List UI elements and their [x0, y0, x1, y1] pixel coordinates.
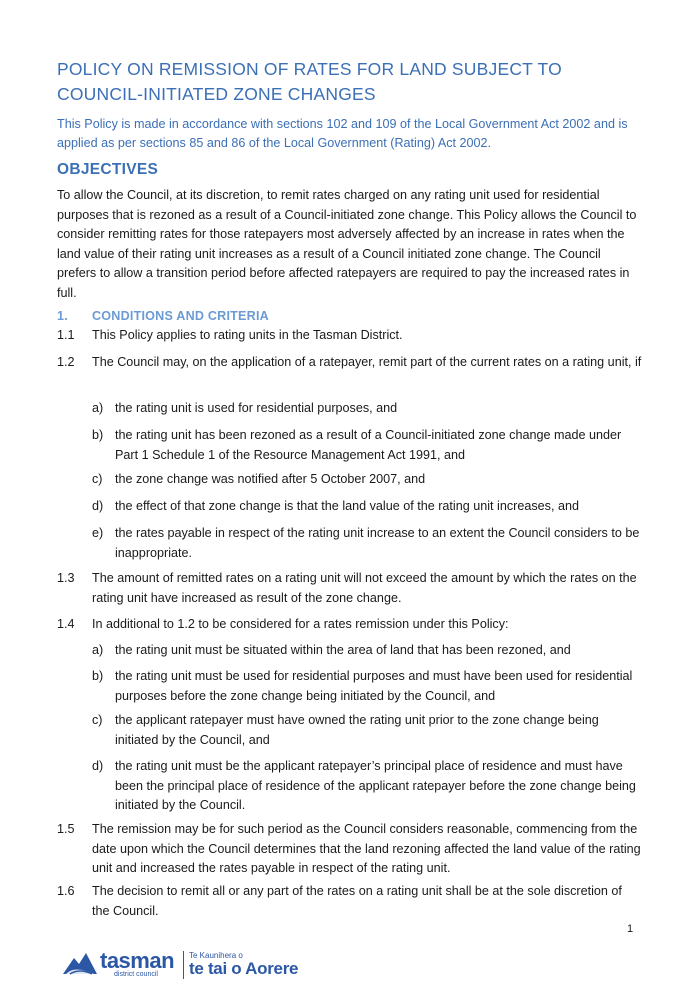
logo-subtitle: district council — [114, 971, 158, 978]
item-text: the rating unit has been rezoned as a result of a Council-initiated zone change made under Part 1 Schedule 1 of the Resource Management Act 1991, and — [115, 428, 622, 462]
list-item — [92, 641, 642, 661]
logo-maori-small: Te Kaunihera o — [189, 951, 243, 960]
item-label: d) — [92, 759, 104, 773]
section-title: CONDITIONS AND CRITERIA — [92, 309, 269, 323]
item-label: a) — [92, 643, 104, 657]
item-label: e) — [92, 526, 104, 540]
objectives-paragraph: To allow the Council, at its discretion, to remit rates charged on any rating unit used for residential purposes that is rezoned as a result of a Council-initiated zone change. This Policy allows the Council to consider remitting rates for those ratepayers most adversely affected by an increase in rates when the land value of their rating unit increases as a result of a Council initiated zone change. The Council prefers to allow a transition period before affected ratepayers are required to pay the increased rates in full. — [57, 188, 637, 300]
logo-name: tasman — [100, 948, 175, 973]
list-item — [92, 524, 642, 563]
item-text: the rating unit must be used for residential purposes and must have been used for residential purposes before the zone change being initiated by the Council, and — [115, 669, 633, 703]
clause-text: The Council may, on the application of a ratepayer, remit part of the current rates on a rating unit, if — [92, 355, 642, 369]
clause-number: 1.6 — [57, 884, 75, 898]
clause-text: This Policy applies to rating units in the Tasman District. — [92, 328, 403, 342]
section-number: 1. — [57, 309, 68, 323]
clause-number: 1.1 — [57, 328, 75, 342]
clause-text: The amount of remitted rates on a rating unit will not exceed the amount by which the rates on the rating unit have increased as result of the zone change. — [92, 571, 637, 605]
item-text: the rating unit must be the applicant ratepayer’s principal place of residence and must have been the principal place of residence of the applicant ratepayer before the zone change being initiated by the Council. — [115, 759, 636, 812]
clause-number: 1.4 — [57, 617, 75, 631]
page-title: POLICY ON REMISSION OF RATES FOR LAND SUBJECT TO COUNCIL-INITIATED ZONE CHANGES — [57, 59, 562, 104]
clause-text: The remission may be for such period as the Council considers reasonable, commencing from the date upon which the Council determines that the land rezoning affected the land value of the rating unit and increased the rates payable in respect of the rating unit. — [92, 822, 641, 875]
list-item — [92, 757, 642, 816]
logo-divider — [183, 951, 184, 979]
clause-text: The decision to remit all or any part of the rates on a rating unit shall be at the sole discretion of the Council. — [92, 884, 622, 918]
logo-maori: te tai o Aorere — [189, 959, 299, 978]
mountain-logo-icon — [62, 950, 98, 976]
item-text: the rating unit must be situated within the area of land that has been rezoned, and — [115, 643, 571, 657]
clause-number: 1.3 — [57, 571, 75, 585]
section-heading — [57, 309, 269, 323]
clause-1-6 — [57, 882, 642, 921]
item-label: a) — [92, 401, 104, 415]
list-item — [92, 399, 642, 419]
clause-number: 1.2 — [57, 355, 75, 369]
clause-1-2 — [57, 353, 642, 373]
objectives-heading: OBJECTIVES — [57, 161, 159, 178]
list-item — [92, 711, 642, 750]
clause-1-3 — [57, 569, 642, 608]
item-text: the rating unit is used for residential purposes, and — [115, 401, 398, 415]
clause-1-1 — [57, 326, 642, 346]
page-number: 1 — [627, 923, 634, 935]
item-label: c) — [92, 472, 103, 486]
item-label: c) — [92, 713, 103, 727]
item-text: the zone change was notified after 5 October 2007, and — [115, 472, 426, 486]
intro-paragraph: This Policy is made in accordance with sections 102 and 109 of the Local Government Act 2002 and is applied as per sections 85 and 86 of the Local Government (Rating) Act 2002. — [57, 117, 628, 150]
clause-number: 1.5 — [57, 822, 75, 836]
list-item — [92, 470, 642, 490]
item-label: b) — [92, 428, 104, 442]
list-item — [92, 426, 642, 465]
clause-1-4 — [57, 615, 642, 635]
item-text: the rates payable in respect of the rating unit increase to an extent the Council considers to be inappropriate. — [115, 526, 640, 560]
item-text: the effect of that zone change is that the land value of the rating unit increases, and — [115, 499, 579, 513]
clause-1-5 — [57, 820, 642, 879]
list-item — [92, 497, 642, 517]
item-text: the applicant ratepayer must have owned the rating unit prior to the zone change being initiated by the Council, and — [115, 713, 599, 747]
item-label: b) — [92, 669, 104, 683]
clause-text: In additional to 1.2 to be considered for a rates remission under this Policy: — [92, 617, 509, 631]
tasman-logo — [62, 945, 322, 985]
list-item — [92, 667, 642, 706]
item-label: d) — [92, 499, 104, 513]
